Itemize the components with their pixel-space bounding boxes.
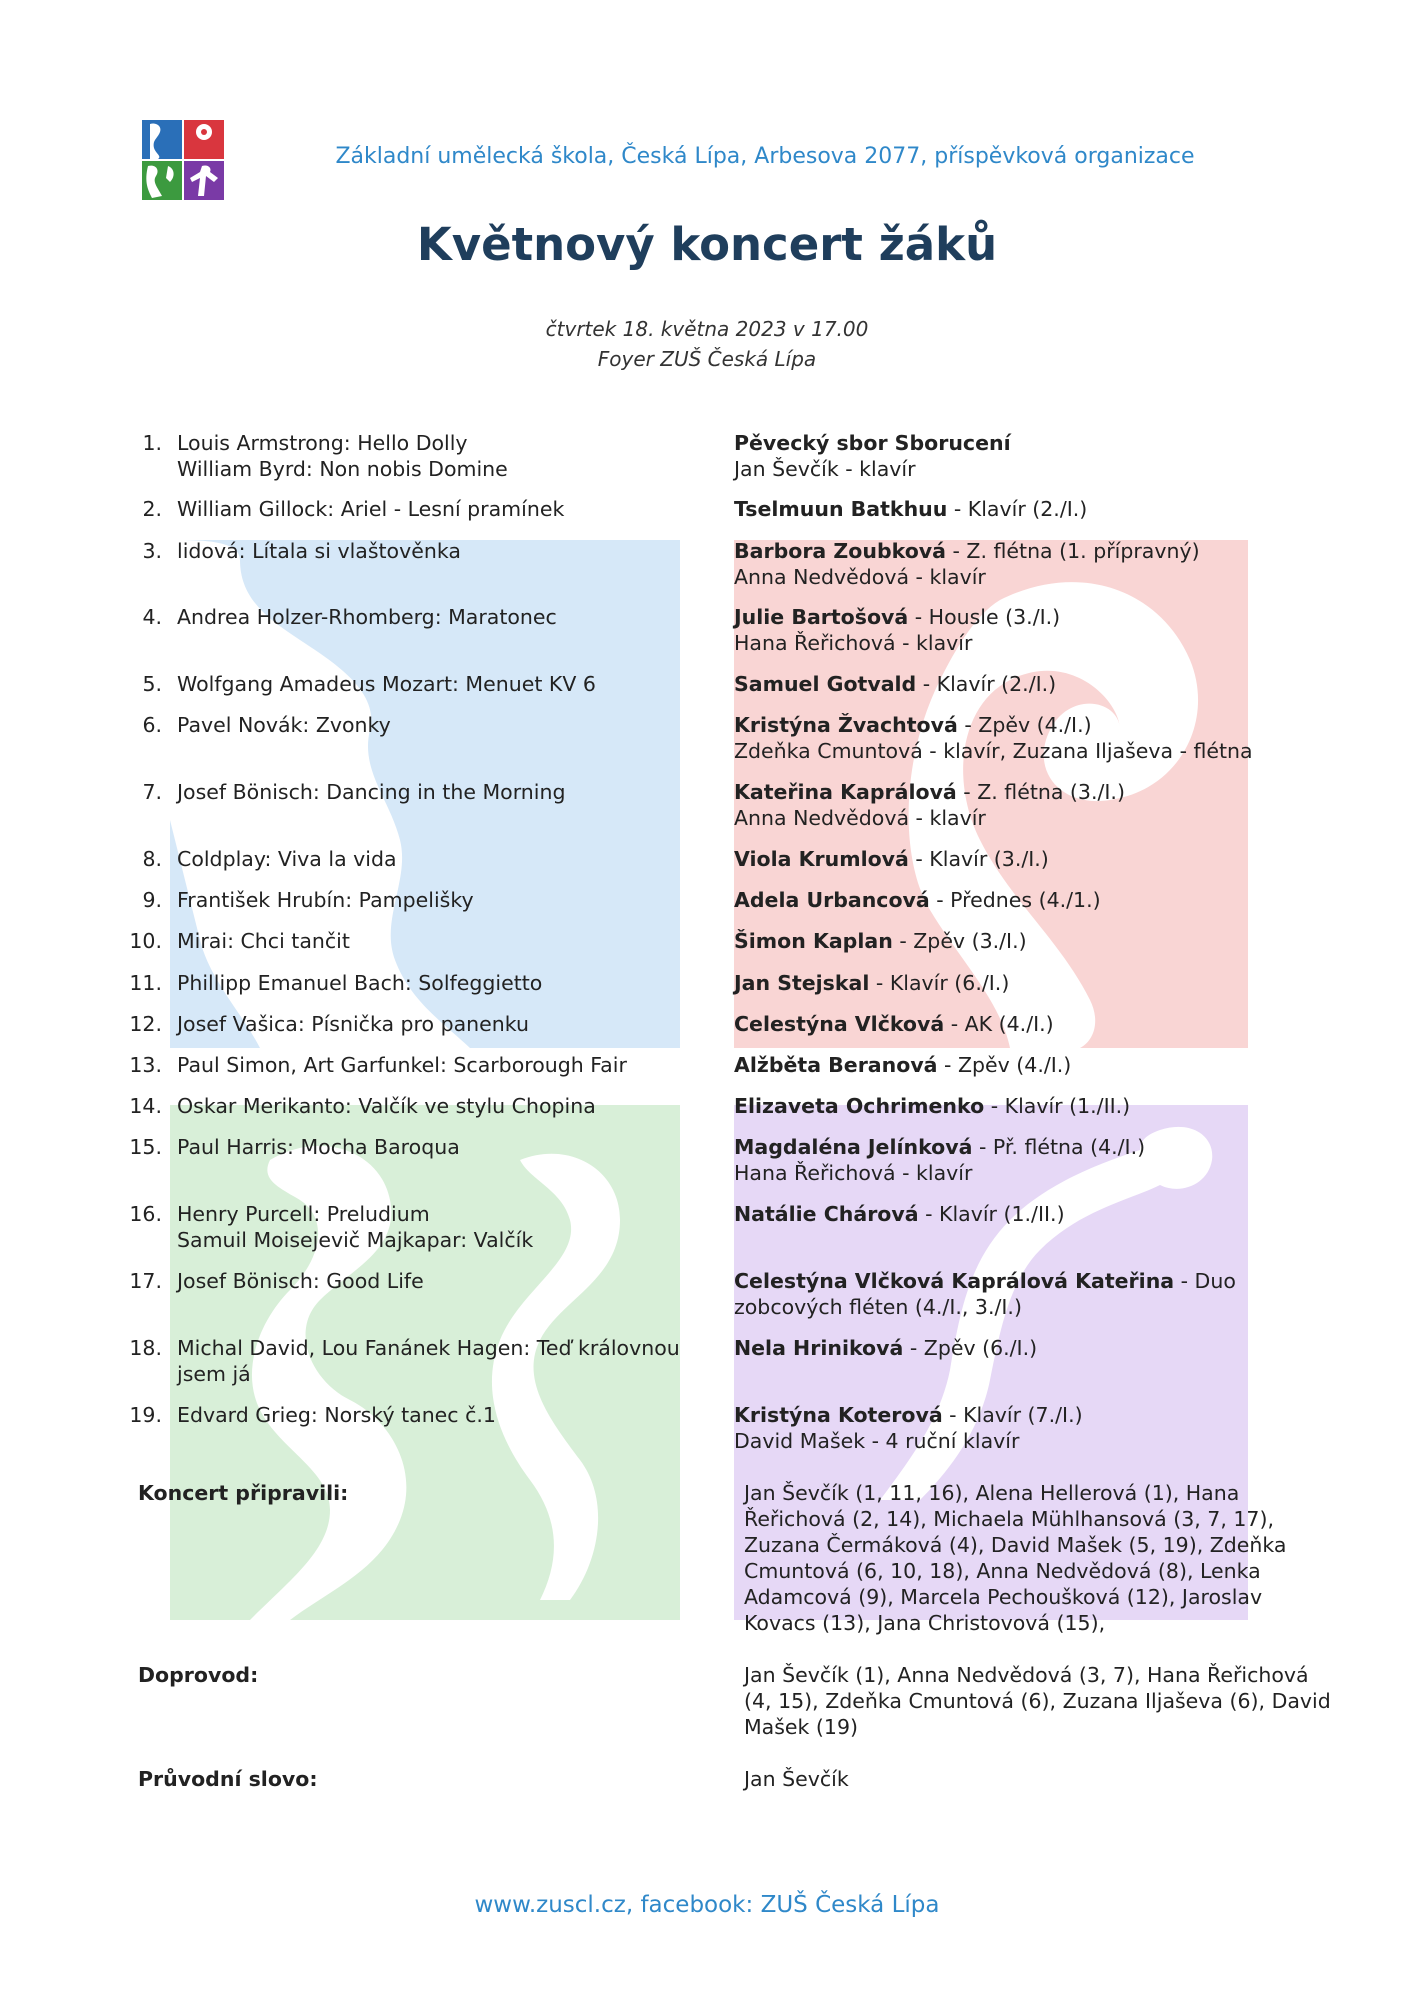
performer-name: Adela Urbancová xyxy=(734,888,930,912)
program-item-performer xyxy=(734,1201,1294,1227)
program-item-piece xyxy=(177,671,707,697)
program-item-piece xyxy=(177,496,707,522)
program-item-piece xyxy=(177,970,707,996)
program-item-number: 10. xyxy=(129,929,162,953)
piece-line: Josef Bönisch: Good Life xyxy=(177,1269,424,1293)
piece-line: Mirai: Chci tančit xyxy=(177,929,350,953)
accompaniment-line: Mašek (19) xyxy=(744,1715,859,1739)
program-item-piece xyxy=(177,430,707,482)
performer-name: Kateřina Kaprálová xyxy=(734,780,957,804)
performer-name: Alžběta Beranová xyxy=(734,1053,938,1077)
program-item-number: 16. xyxy=(129,1202,162,1226)
performer-detail: - Klavír (7./I.) xyxy=(942,1403,1083,1427)
piece-line: František Hrubín: Pampelišky xyxy=(177,888,474,912)
performer-line xyxy=(734,970,1294,996)
program-item-performer xyxy=(734,887,1294,913)
performer-name: Pěvecký sbor Sborucení xyxy=(734,431,1011,455)
program-item-number: 7. xyxy=(142,780,162,804)
performer-name: Kristýna Žvachtová xyxy=(734,713,958,737)
accompaniment-line: (4, 15), Zdeňka Cmuntová (6), Zuzana Iljaševa (6), David xyxy=(744,1689,1331,1713)
performer-line xyxy=(734,846,1294,872)
performer-detail: - Zpěv (4./I.) xyxy=(937,1053,1072,1077)
performer-line xyxy=(734,928,1294,954)
performer-detail: - Housle (3./I.) xyxy=(908,605,1061,629)
accompanist-line: Hana Řeřichová - klavír xyxy=(734,631,973,655)
program-item-piece xyxy=(177,846,707,872)
program-item-piece xyxy=(177,604,707,630)
accompanist-line: Zdeňka Cmuntová - klavír, Zuzana Iljaševa - flétna xyxy=(734,739,1253,763)
event-date: čtvrtek 18. května 2023 v 17.00 xyxy=(545,317,869,341)
performer-line xyxy=(734,1402,1294,1428)
performer-detail: - Př. flétna (4./I.) xyxy=(972,1135,1146,1159)
program-item-performer xyxy=(734,779,1294,831)
piece-line: Paul Harris: Mocha Baroqua xyxy=(177,1135,460,1159)
program-item-performer xyxy=(734,846,1294,872)
piece-line: Wolfgang Amadeus Mozart: Menuet KV 6 xyxy=(177,672,596,696)
piece-line: Paul Simon, Art Garfunkel: Scarborough Fair xyxy=(177,1053,627,1077)
performer-name: Elizaveta Ochrimenko xyxy=(734,1094,985,1118)
prepared-text xyxy=(744,1480,1334,1636)
accompanist-line: David Mašek - 4 ruční klavír xyxy=(734,1429,1020,1453)
performer-line xyxy=(734,1052,1294,1078)
piece-line: Michal David, Lou Fanánek Hagen: Teď královnou xyxy=(177,1336,680,1360)
piece-line: William Byrd: Non nobis Domine xyxy=(177,457,508,481)
piece-line: Josef Vašica: Písnička pro panenku xyxy=(177,1012,529,1036)
accompanist-line: zobcových fléten (4./I., 3./I.) xyxy=(734,1295,1022,1319)
piece-line: Louis Armstrong: Hello Dolly xyxy=(177,431,468,455)
performer-name: Kristýna Koterová xyxy=(734,1403,943,1427)
performer-detail: - Duo xyxy=(1174,1269,1236,1293)
piece-line: Andrea Holzer-Rhomberg: Maratonec xyxy=(177,605,557,629)
program-item-number: 18. xyxy=(129,1336,162,1360)
program-item-piece xyxy=(177,538,707,564)
performer-line xyxy=(734,1093,1294,1119)
host-label: Průvodní slovo: xyxy=(138,1767,318,1791)
program-item-number: 15. xyxy=(129,1135,162,1159)
program-item-piece xyxy=(177,1093,707,1119)
accompanist-line: Anna Nedvědová - klavír xyxy=(734,806,986,830)
performer-name: Samuel Gotvald xyxy=(734,672,917,696)
performer-detail: - Z. flétna (1. přípravný) xyxy=(946,539,1200,563)
accompanist-line: Anna Nedvědová - klavír xyxy=(734,565,986,589)
program-item-performer xyxy=(734,1052,1294,1078)
accompanist-line: Jan Ševčík - klavír xyxy=(734,457,916,481)
performer-name: Nela Hriniková xyxy=(734,1336,904,1360)
event-venue: Foyer ZUŠ Česká Lípa xyxy=(597,347,817,371)
performer-detail: - Přednes (4./1.) xyxy=(929,888,1101,912)
performer-line xyxy=(734,1201,1294,1227)
event-info xyxy=(0,314,1414,374)
program-item-performer xyxy=(734,430,1294,482)
performer-line xyxy=(734,1011,1294,1037)
piece-line: Henry Purcell: Preludium xyxy=(177,1202,430,1226)
accompaniment-text xyxy=(744,1662,1334,1740)
performer-detail: - Zpěv (3./I.) xyxy=(892,929,1027,953)
program-item-performer xyxy=(734,1011,1294,1037)
performer-detail: - Klavír (2./I.) xyxy=(916,672,1057,696)
program-item-piece xyxy=(177,712,707,738)
prepared-line: Řeřichová (2, 14), Michaela Mühlhansová (3, 7, 17), xyxy=(744,1507,1274,1531)
performer-line xyxy=(734,671,1294,697)
logo-figures xyxy=(142,120,224,200)
performer-line xyxy=(734,1134,1294,1160)
organization-header: Základní umělecká škola, Česká Lípa, Arbesova 2077, příspěvková organizace xyxy=(335,144,1195,169)
performer-detail: - AK (4./I.) xyxy=(944,1012,1054,1036)
program-item-number: 19. xyxy=(129,1403,162,1427)
program-item-performer xyxy=(734,604,1294,656)
accompaniment-line: Jan Ševčík (1), Anna Nedvědová (3, 7), Hana Řeřichová xyxy=(744,1663,1309,1687)
piece-line: jsem já xyxy=(177,1362,251,1386)
performer-name: Šimon Kaplan xyxy=(734,929,893,953)
performer-detail: - Klavír (1./II.) xyxy=(918,1202,1065,1226)
performer-detail: - Klavír (1./II.) xyxy=(984,1094,1131,1118)
program-item-performer xyxy=(734,970,1294,996)
program-item-number: 13. xyxy=(129,1053,162,1077)
prepared-line: Kovacs (13), Jana Christovová (15), xyxy=(744,1611,1106,1635)
performer-line xyxy=(734,496,1294,522)
program-item-piece xyxy=(177,1011,707,1037)
program-item-piece xyxy=(177,1402,707,1428)
program-item-piece xyxy=(177,1268,707,1294)
piece-line: Josef Bönisch: Dancing in the Morning xyxy=(177,780,566,804)
program-item-performer xyxy=(734,538,1294,590)
performer-detail: - Zpěv (4./I.) xyxy=(957,713,1092,737)
piece-line: Pavel Novák: Zvonky xyxy=(177,713,391,737)
program-item-number: 17. xyxy=(129,1269,162,1293)
piece-line: Samuil Moisejevič Majkapar: Valčík xyxy=(177,1228,534,1252)
program-item-piece xyxy=(177,887,707,913)
performer-name: Magdaléna Jelínková xyxy=(734,1135,973,1159)
piece-line: Edvard Grieg: Norský tanec č.1 xyxy=(177,1403,496,1427)
program-item-number: 5. xyxy=(142,672,162,696)
performer-name: Tselmuun Batkhuu xyxy=(734,497,948,521)
program-item-piece xyxy=(177,1134,707,1160)
program-item-piece xyxy=(177,779,707,805)
program-item-number: 4. xyxy=(142,605,162,629)
piece-line: lidová: Lítala si vlaštověnka xyxy=(177,539,461,563)
prepared-label: Koncert připravili: xyxy=(138,1481,349,1505)
program-item-performer xyxy=(734,671,1294,697)
program-item-performer xyxy=(734,928,1294,954)
program-item-number: 1. xyxy=(142,431,162,455)
program-item-number: 6. xyxy=(142,713,162,737)
program-item-piece xyxy=(177,1052,707,1078)
program-item-performer xyxy=(734,712,1294,764)
page-title: Květnový koncert žáků xyxy=(416,218,998,271)
performer-name: Celestýna Vlčková Kaprálová Kateřina xyxy=(734,1269,1175,1293)
piece-line: Coldplay: Viva la vida xyxy=(177,847,397,871)
performer-detail: - Z. flétna (3./I.) xyxy=(956,780,1125,804)
program-item-piece xyxy=(177,1201,707,1253)
program-item-number: 2. xyxy=(142,497,162,521)
program-item-number: 9. xyxy=(142,888,162,912)
footer-links[interactable]: www.zuscl.cz, facebook: ZUŠ Česká Lípa xyxy=(474,1892,940,1918)
program-item-number: 3. xyxy=(142,539,162,563)
program-item-number: 8. xyxy=(142,847,162,871)
performer-line xyxy=(734,538,1294,564)
program-item-performer xyxy=(734,1402,1294,1454)
performer-detail: - Zpěv (6./I.) xyxy=(903,1336,1038,1360)
performer-detail: - Klavír (3./I.) xyxy=(908,847,1049,871)
program-item-performer xyxy=(734,1093,1294,1119)
performer-name: Celestýna Vlčková xyxy=(734,1012,945,1036)
performer-line xyxy=(734,430,1294,456)
host-text: Jan Ševčík xyxy=(744,1767,849,1791)
program-item-performer xyxy=(734,1134,1294,1186)
piece-line: Oskar Merikanto: Valčík ve stylu Chopina xyxy=(177,1094,596,1118)
prepared-line: Cmuntová (6, 10, 18), Anna Nedvědová (8), Lenka xyxy=(744,1559,1261,1583)
performer-line xyxy=(734,779,1294,805)
piece-line: Phillipp Emanuel Bach: Solfeggietto xyxy=(177,971,543,995)
performer-name: Julie Bartošová xyxy=(734,605,909,629)
performer-name: Viola Krumlová xyxy=(734,847,909,871)
program-item-number: 11. xyxy=(129,971,162,995)
program-item-number: 14. xyxy=(129,1094,162,1118)
program-item-performer xyxy=(734,1335,1294,1361)
prepared-line: Zuzana Čermáková (4), David Mašek (5, 19), Zdeňka xyxy=(744,1533,1287,1557)
performer-line xyxy=(734,1335,1294,1361)
performer-line xyxy=(734,887,1294,913)
program-item-piece xyxy=(177,1335,707,1387)
accompaniment-label: Doprovod: xyxy=(138,1663,259,1687)
performer-line xyxy=(734,1268,1294,1294)
prepared-line: Jan Ševčík (1, 11, 16), Alena Hellerová (1), Hana xyxy=(744,1481,1240,1505)
performer-name: Jan Stejskal xyxy=(734,971,870,995)
performer-line xyxy=(734,604,1294,630)
prepared-line: Adamcová (9), Marcela Pechoušková (12), Jaroslav xyxy=(744,1585,1263,1609)
school-logo xyxy=(142,120,224,200)
performer-detail: - Klavír (2./I.) xyxy=(947,497,1088,521)
performer-line xyxy=(734,712,1294,738)
performer-name: Barbora Zoubková xyxy=(734,539,946,563)
performer-name: Natálie Chárová xyxy=(734,1202,919,1226)
program-item-performer xyxy=(734,496,1294,522)
performer-detail: - Klavír (6./I.) xyxy=(869,971,1010,995)
program-item-performer xyxy=(734,1268,1294,1320)
program-item-number: 12. xyxy=(129,1012,162,1036)
piece-line: William Gillock: Ariel - Lesní pramínek xyxy=(177,497,565,521)
accompanist-line: Hana Řeřichová - klavír xyxy=(734,1161,973,1185)
program-item-piece xyxy=(177,928,707,954)
